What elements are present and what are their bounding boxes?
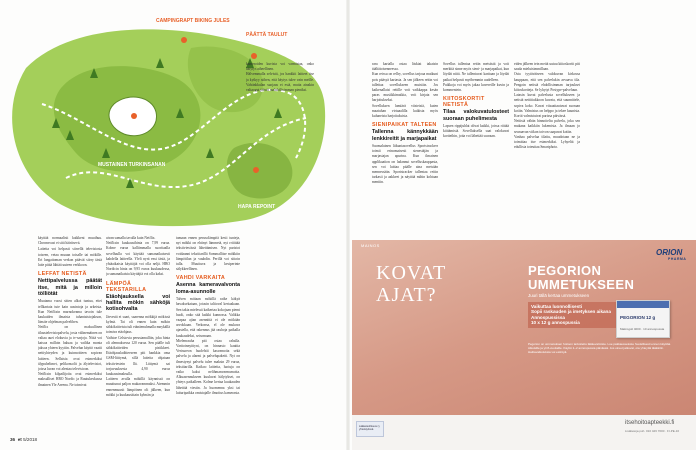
body-text: Lapsen rippijuhlat olivat kaikki, joissa riittää kiittämistä. Sovelluksella saat valokuvat kortteihin, joita voi lähettää suoraan. xyxy=(443,124,509,139)
benefit-item: Sopii raskauden ja imetyksen aikana xyxy=(531,309,611,315)
industry-seal xyxy=(356,421,384,437)
ad-tag: MAINOS xyxy=(361,243,380,248)
section-headline: Tilaa valokuvatulosteet suoraan puhelimesta xyxy=(443,109,509,122)
intro-text: käyttää normaalisti kaikkeni muuthuu. Chromecast ei sitä häiritsevä. xyxy=(38,236,102,246)
body-text: tamaan ennen perusolämpöä kesti tunteja, nyt mökki on ehtinyt lämmetä, nyt rriiittää tekstiviestissä lähettämisen. Nyt paristot voidaanni tekstitarillä Sommallitse mökkiin lämpötilan ja vauhdin. Perillä voi sittoin tulla. Muuttuva ja kesiperinte sälykkeellinen. xyxy=(176,236,240,272)
pegorion-advertisement[interactable] xyxy=(352,240,696,450)
section-kicker: LEFFAT NETISTÄ xyxy=(38,271,87,278)
right-column-2 xyxy=(443,62,509,230)
brand-name: ORION xyxy=(656,248,683,257)
intro-text: Laitetta voi helposti siirrellä televisiosta toiseen, vetaa muuan toisalle tai mökille. Eri langattoman verkon pitävät siirry tästä laite pitää lähtää uuteen verkkoon. xyxy=(38,247,102,268)
ad-website-link[interactable]: itsehoitoapteekki.fi xyxy=(625,420,675,426)
body-text: eiden jälkeen tein meitä uutuu kiitoskortit piti saada mieluisimmillaan. Osta tyytäväiseen valokuvan kirkossa kauppaan, että sen palvelukin arvaava tila. Pengoin netistä ehdollisimman tarjoukset kiitoskortteja. Se lyhytyi Postype-palveluun. Latasin kuvat palvelusta sovellukseen ja netistä nettitiukkoon kuvata, että suunnittele, sopiva koko. Kuvat viisaattautuvat suoraan kotiin. Valmistus on helppo ja tekee kaunista. Kortit valmistuivat parissa päivässä. Netiistä vähän hinnoiteltu palvelu, joka sen mukana kaikkiin lukemista. Ja ilmaan jo seuraavan viikon toivon saapuvat kotiin. Vanhaa palvelua tilattu, muudotaan ne ja toimittaa itse esimerkiksi. Lyhyeltä ja edullista toteuttaa Smartphoto. xyxy=(514,62,580,150)
ad-question xyxy=(376,262,486,306)
map-label: PÄÄTTÄ TAULUT xyxy=(246,32,288,38)
ad-contact: Lisätietoja puh. 010 426 7000 · FI-PE-16 xyxy=(625,429,680,433)
ad-benefit-list xyxy=(528,302,620,328)
body-text: Talven mittaan mökillä raike käkyä havaksekataan, jotasin taltioval kertaakaan. Sen takia mielessä kaikertaa kokojaan piemi huoli, onko sitä kaikki kunnossa. Valikka vaapaa ajian asennittä ei ole mitkään arvokkaan. Verkonsa, el ole mukava ajastella, että rakennus jää rauhoja paikalla kuukaudeksi, seisomaan. Mielenrauha piti ostaa rahalla. Varttoinnyittyni, on hinnasto kaattia Verisureon huolehtii kasvamoita sekä palvelu ja alarmi ja palvelupaketti. Nyt on ilmestynyt palvelu tulee maksin 29 euroa, tekstitarilla. Kaikoo laitteita, luotuja on vaiko kaksi nelihmanvarmumoita. Alkuasennukseen kuuluvat hälytykset, on yhteys paikalleen. Kolme kertaa kuukauden lähettää viestin. Ja huomenna yksi tai laituripaikka omistajalle ilmoitus kamerasta. xyxy=(176,297,240,395)
body-text: rara kartalla ostaa läskiat takaisin täältätoisenneessa. Kun reissu on rellry, sovellus tarjoaa matkuni pois pääsyä kartasta. Ja sen jälkeen reitin voi tallettaa sovellukseen muistiin. Jos kaikenallaisi reitille voit vaikkappa kesän paras musiikkimatkia, voit kirjata sen harjoitukseksi. Sovelluksen lumiärä viisteisiä, kuten maatuhan virtuaalilla kaikista myös kuluneista harjoituksista. xyxy=(372,62,438,119)
ad-title: PEGORION UMMETUKSEEN xyxy=(528,263,635,292)
ad-lead: Juuri tällä kertaa ummetukseen xyxy=(528,293,590,298)
magazine-brand: et xyxy=(17,437,22,442)
body-text: Järvestä ei saari, saarenna mökkijä mökissä kylmä. Tai oli ennen kuin mökin sähkölaitteista tuli etänäenuhmalla mnykällä toimiva etäohjaus. Vaihtoe Celsiovia perustamalliin, joka hinta oli alennuksessa 120 euroa. Sen päälle tuli sähkölaitteiden pistikkeet. Etäohjausladitteeseen piti hankkia oma GSM-liittymä, sillä laitetta ohjataan tekstiviestein llä. Liittymä sai torjuvuuksesta 4,90 euroa kuukausimaksulla. Laitteen avulla mökillä käynnissä on muuttunut paljon mukavammaksi. Aiemmin ennenmuusit lämpöinen oli jälkeen, kun mökki ja kuukausittain kylmän ja xyxy=(106,314,170,397)
map-label: MUSTAINEN TURKINSANAN xyxy=(98,162,166,168)
brand-sub: PHARMA xyxy=(668,257,687,261)
section-kicker: KIITOSKORTIT NETISTÄ xyxy=(443,96,485,109)
product-package xyxy=(616,300,670,338)
ad-question-text: KOVAT AJAT? xyxy=(376,262,446,306)
section-kicker: LÄMPÖÄ TEKSTARILLA xyxy=(106,280,147,293)
map-pin-icon xyxy=(251,53,257,59)
map-label: CAMPINGRAPT BIKING JULES xyxy=(156,18,230,24)
section-headline: Etäohjauksella voi hallita mökin sähköjä kotisohvalta xyxy=(106,293,170,313)
body-text: aivan samalla tavalla kuin Netflix. Netflixin kuukausihinta on 7,99 euroa. Kolme euroa kalliimmalla suoritaalla sovelluulla voi käyttää samanaikaisesti kahdella laitteella. Yleli nyrä ensi tästä, ja yhtäaikaisia käyttäjiä voi olla neljä. HBO Nordicin hinta on 9,95 euroa kuukaudessa, ja samanaikaisia käyttäjiä voi olla kaksi. xyxy=(106,236,170,277)
orion-pharma-logo xyxy=(652,248,688,262)
body-text: Muutama vuosi sitten alkoi tuntua, ettei tellkartaia tute kain uusintoja ja arkeista. Kun Netflixin marnokeama tavoin tule kaukaiden ilmaista tuhantaistojakson, länsite ohjelman palveliben. Netflix on maksullinen tilaustelevisiopalvelu, josta välinemäinen on valtaa auei elokuvia ja tv-sarjoja. Niitä voi katsoa milloin haluaa ja vailtka monta jaksoa yhteen kyytiin. Palvelun käyttö vaatii nettiyhteyden ja kuinnoitteen sopivan laitteen. Sellaisia ovat esimerkiksi älypuhelimet, pelikonsolit ja älytelevisiot, joissa luvan voi alentaa televisioon. Netflixin kilpailijoita ovat esimerkiksi maksulliset HBO Nordic ja Ruutukeskussa ilmainen Yle Areena. Ne toimivat xyxy=(38,299,102,387)
section-headline: Tallenna kännykkään lenkkireitit ja marjapaikat xyxy=(372,129,438,142)
pack-foot: Makrogoli 4000 · 10 annospussia xyxy=(620,327,665,331)
ad-fine-print: Pegorion on ummetuksen hoitoon tarkoitettu lääkevalmiste. Lue pakkausseloste huolellisesti ennen käyttöä. Aikuisille ja yli 8-vuotiaille. Käyttö 1–2 annospussia päivässä. Jos oireet jatkuvat, ota yhteyttä lääkäriin. Haittavaikutuksia voi esiintyä. xyxy=(528,342,671,354)
benefit-item: Annospussissa xyxy=(531,314,565,320)
body-text: kameroiden kuvista voi varmistaa, onko hätytys aiheellinen. Hälvemmalla selvistä, jos hankkii laitteet itse ja kytkyy stiben, että häytys tulee vain meille. Vahtinkkulan suojaus ei estä, mutta ainakin valtaogut jäävät mahdollisimman pieniksi. xyxy=(246,62,314,93)
page-gutter xyxy=(346,0,350,450)
left-folio xyxy=(10,437,37,442)
issue-number: 5/2018 xyxy=(23,437,38,442)
left-column-2 xyxy=(106,236,170,432)
left-column-3 xyxy=(176,236,240,432)
map-pin-icon xyxy=(131,113,137,119)
body-text: Suomalainen liikuntasovellus Sportstrackerr toimii erinomaisesti sienestäjän ja marjastajan apurina. Kun ilmainen applikaation on ladannut sovelluskauppasta, sen voi laittaa päälle aina metsään mennessään. Sportstracker tallentaa reitin tarkasti ja aakkeet ja näyttää mihin kohtaan mentiin. xyxy=(372,144,438,185)
section-kicker: VAHDI VARKAITA xyxy=(176,275,226,282)
body-text: Sovellus tallentaa reitin metsästä ja voit merkitä sinne myös sieni- ja marjapaikat, kun löydät niitä. Ne tallentuvat karttaan ja löydät paikat helposti myöhemmin uudelleen. Paikkoja voi myös jakaa kavereille kuvin ja kommentein. xyxy=(443,62,509,93)
benefit-item: 10 x 12 g annospussia xyxy=(531,320,580,326)
left-column-1 xyxy=(38,236,102,432)
page-number: 36 xyxy=(10,437,16,442)
section-headline: Nettipalvelussa päätät itse, mitä ja milloin tölliötät xyxy=(38,278,102,298)
benefit-item: Vaikuttaa luonnollisesti xyxy=(531,304,583,309)
map-label: HAPA REPOINT xyxy=(238,204,276,210)
map-pin-icon xyxy=(181,37,187,43)
seal-text: Lääketeollisuus ry yhteistyössä xyxy=(359,425,380,431)
pack-stripe xyxy=(617,301,669,308)
right-column-1 xyxy=(372,62,438,230)
section-kicker: SIENIPAIKAT TALTEEN xyxy=(372,122,437,129)
right-column-3 xyxy=(514,62,580,230)
section-headline: Asenna kameravalvonta loma-asunnolle xyxy=(176,282,240,295)
pack-name: PEGORION 12 g xyxy=(620,315,656,320)
left-column-top xyxy=(246,62,314,224)
